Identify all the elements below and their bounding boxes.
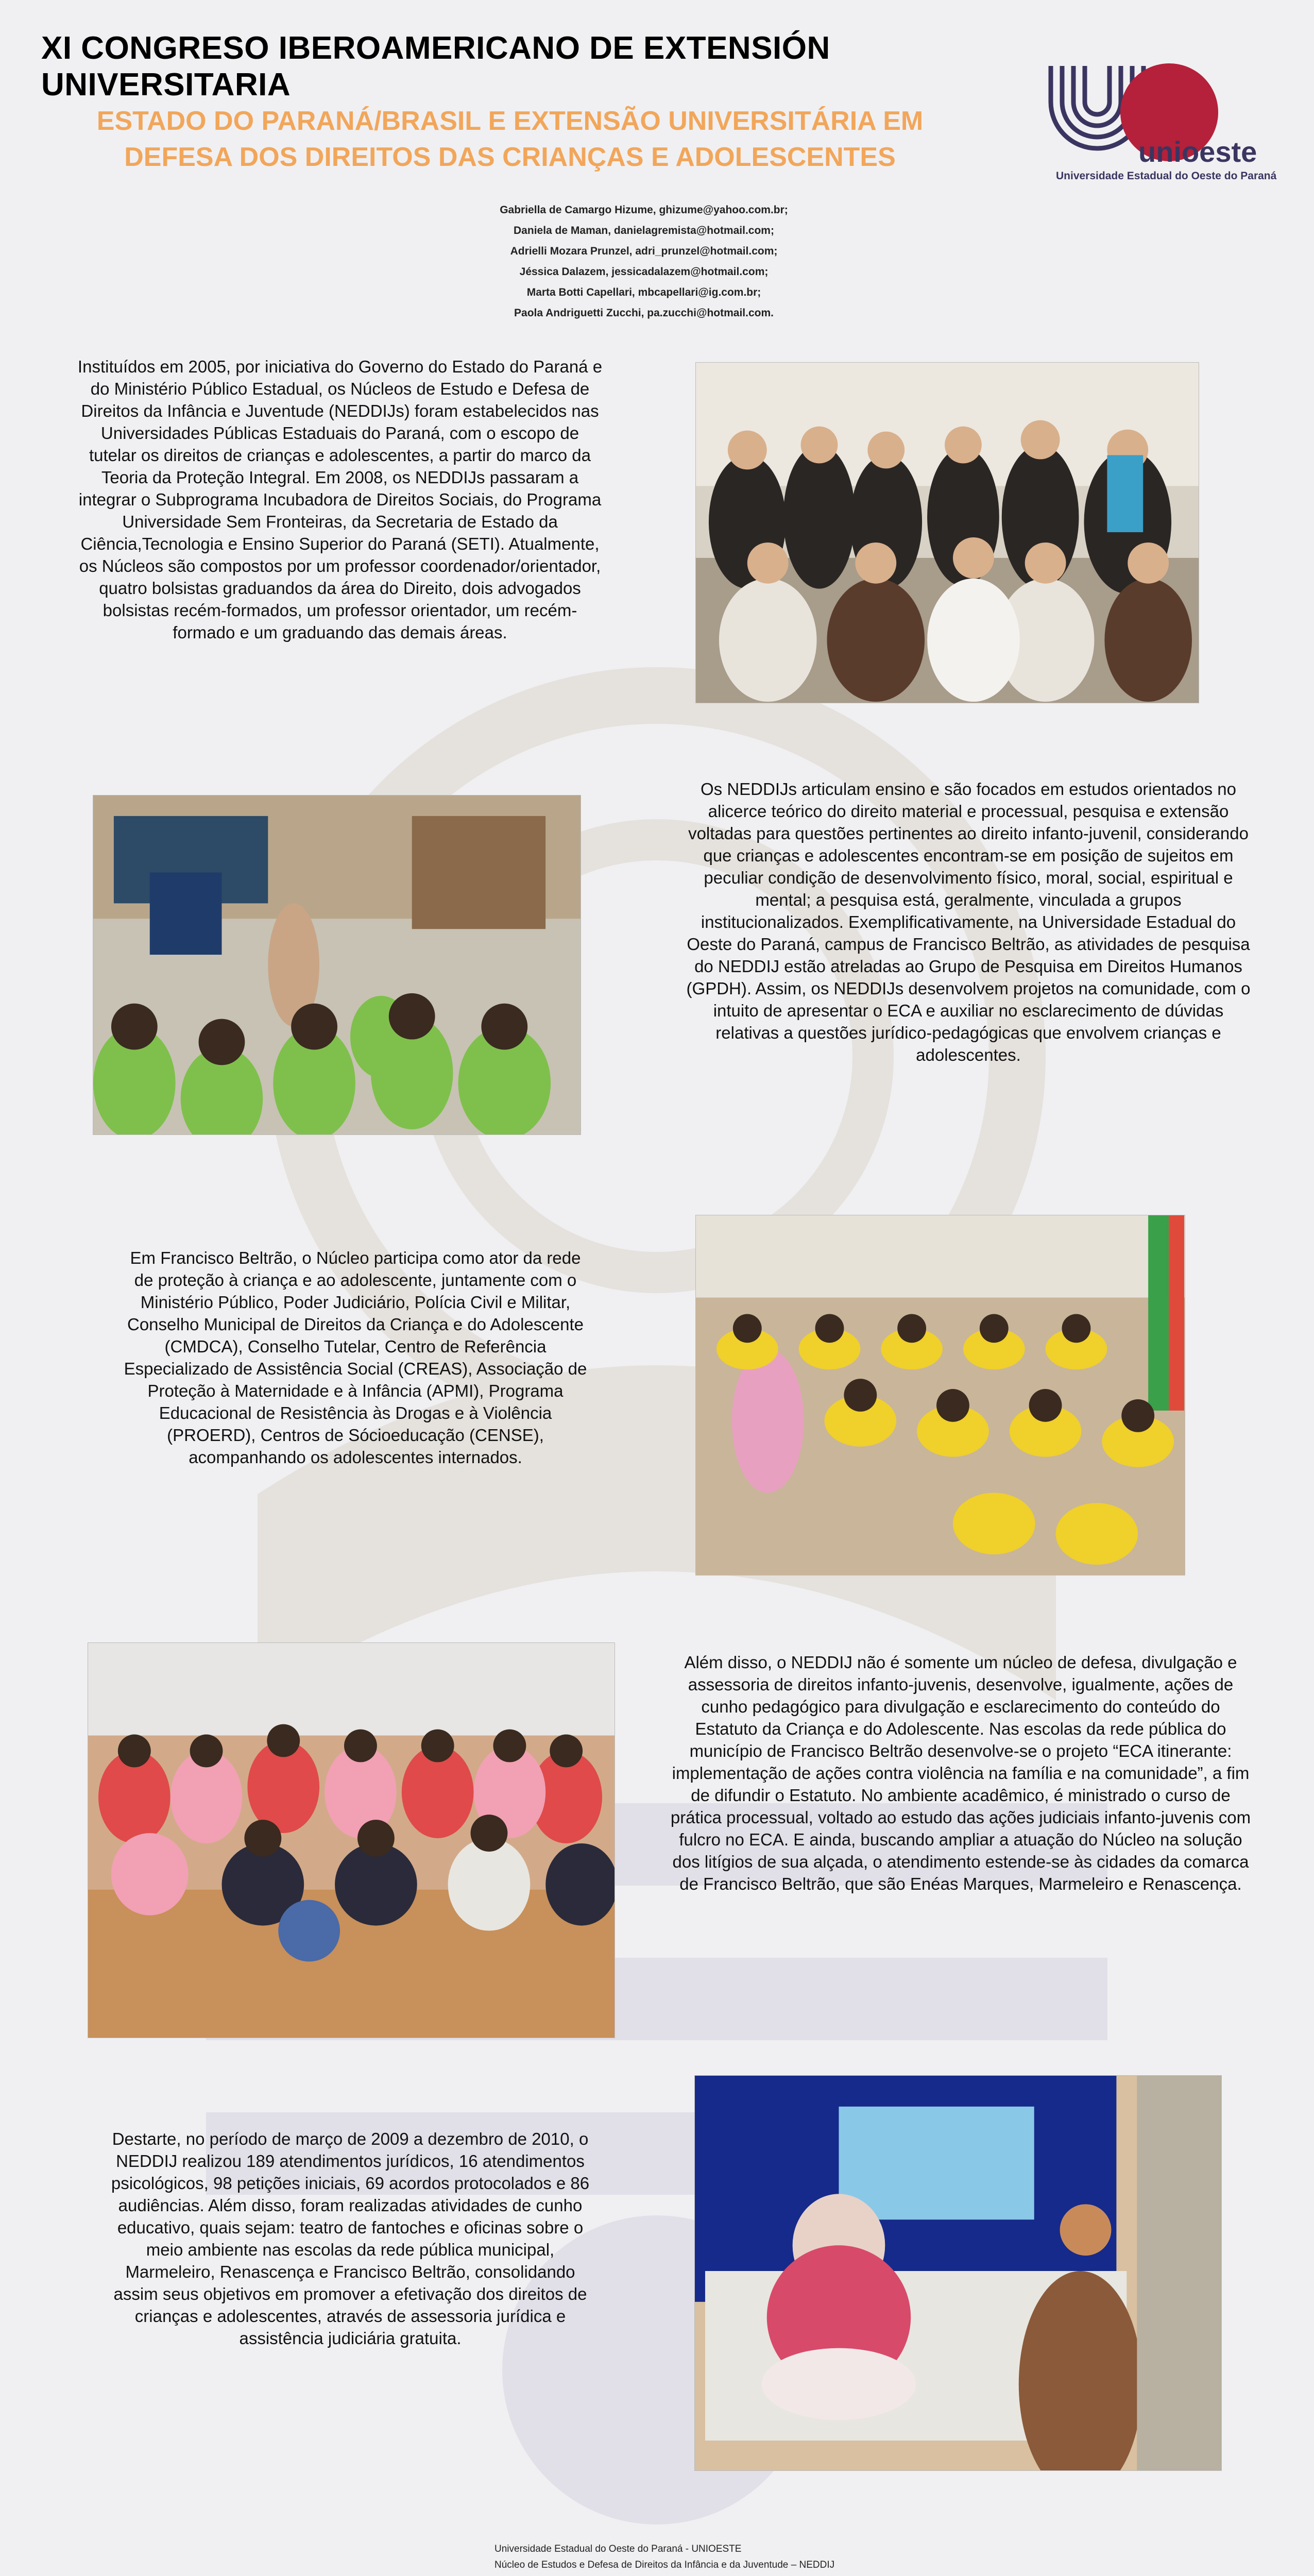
poster-title: [31, 103, 989, 175]
congress-title: XI CONGRESO IBEROAMERICANO DE EXTENSIÓN UNIVERSITARIA: [41, 30, 830, 103]
institution-notes: [494, 2541, 958, 2576]
author-line: Gabriella de Camargo Hizume, ghizume@yahoo.com.br;: [500, 204, 788, 216]
unioeste-logo-subtitle: Universidade Estadual do Oeste do Paraná: [1056, 170, 1277, 182]
paragraph-intro: Instituídos em 2005, por iniciativa do Governo do Estado do Paraná e do Ministério Público Estadual, os Núcleos de Estudo e Defesa de Direitos da Infância e Juventude (NEDDIJs) foram estabelecidos nas Universidades Públicas Estaduais do Paraná, com o escopo de tutelar os direitos de crianças e adolescentes, a partir do marco da Teoria da Proteção Integral. Em 2008, os NEDDIJs passaram a integrar o Subprograma Incubadora de Direitos Sociais, do Programa Universidade Sem Fronteiras, da Secretaria de Estado da Ciência,Tecnologia e Ensino Superior do Paraná (SETI). Atualmente, os Núcleos são compostos por um professor coordenador/orientador, quatro bolsistas graduandos da área do Direito, dois advogados bolsistas recém-formados, um professor orientador, um recém-formado e um graduando das demais áreas.: [77, 357, 603, 642]
school-assembly-photo: [695, 1215, 1185, 1575]
author-line: Jéssica Dalazem, jessicadalazem@hotmail.com;: [519, 266, 769, 278]
nucleus-name: Núcleo de Estudos e Defesa de Direitos da Infância e da Juventude – NEDDIJ: [494, 2560, 835, 2570]
paragraph-pedagogical-actions: Além disso, o NEDDIJ não é somente um núcleo de defesa, divulgação e assessoria de direitos infanto-juvenis, desenvolve, igualmente, ações de cunho pedagógico para divulgação e esclarecimento do conteúdo do Estatuto da Criança e do Adolescente. Nas escolas da rede pública do município de Francisco Beltrão desenvolve-se o projeto “ECA itinerante: implementação de ações contra violência na família e na comunidade”, a fim de difundir o Estatuto. No ambiente acadêmico, é ministrado o curso de prática processual, voltado ao estudo das ações judiciais infanto-juvenis com fulcro no ECA. E ainda, buscando ampliar a atuação do Núcleo na solução dos litígios de sua alçada, o atendimento estende-se às cidades da comarca de Francisco Beltrão, que são Enéas Marques, Marmeleiro e Renascença.: [670, 1653, 1251, 1893]
paragraph-teaching-research: Os NEDDIJs articulam ensino e são focados em estudos orientados no alicerce teórico do direito material e processual, pesquisa e extensão voltadas para questões pertinentes ao direito infanto-juvenil, considerando que crianças e adolescentes encontram-se em posição de sujeitos em peculiar condição de desenvolvimento físico, moral, social, espiritual e mental; a pesquisa está, geralmente, vinculada a grupos institucionalizados. Exemplificativamente, na Universidade Estadual do Oeste do Paraná, campus de Francisco Beltrão, as atividades de pesquisa do NEDDIJ estão atreladas ao Grupo de Pesquisa em Direitos Humanos (GPDH). Assim, os NEDDIJs desenvolvem projetos na comunidade, com o intuito de apresentar o ECA e auxiliar no esclarecimento de dúvidas relativas a questões jurídico-pedagógicas que envolvem crianças e adolescentes.: [686, 779, 1251, 1064]
author-line: Marta Botti Capellari, mbcapellari@ig.com.br;: [526, 286, 761, 298]
author-line: Adrielli Mozara Prunzel, adri_prunzel@hotmail.com;: [510, 245, 778, 257]
institution-name: Universidade Estadual do Oeste do Paraná - UNIOESTE: [494, 2544, 742, 2554]
paragraph-results: Destarte, no período de março de 2009 a dezembro de 2010, o NEDDIJ realizou 189 atendimentos jurídicos, 16 atendimentos psicológicos, 98 petições iniciais, 69 acordos protocolados e 86 audiências. Além disso, foram realizadas atividades de cunho educativo, quais sejam: teatro de fantoches e oficinas sobre o meio ambiente nas escolas da rede pública municipal, Marmeleiro, Renascença e Francisco Beltrão, consolidando assim seus objetivos em promover a efetivação dos direitos de crianças e adolescentes, através de assessoria jurídica e assistência judiciária gratuita.: [111, 2129, 590, 2348]
classroom-photo: [93, 795, 581, 1135]
poster-title-line-1: ESTADO DO PARANÁ/BRASIL E EXTENSÃO UNIVERSITÁRIA EM: [96, 106, 924, 136]
paragraph-protection-network: Em Francisco Beltrão, o Núcleo participa como ator da rede de proteção à criança e ao adolescente, juntamente com o Ministério Público, Poder Judiciário, Polícia Civil e Militar, Conselho Municipal de Direitos da Criança e do Adolescente (CMDCA), Conselho Tutelar, Centro de Referência Especializado de Assistência Social (CREAS), Associação de Proteção à Maternidade e à Infância (APMI), Programa Educacional de Resistência às Drogas e à Violência (PROERD), Centros de Sócioeducação (CENSE), acompanhando os adolescentes internados.: [124, 1248, 587, 1467]
author-list: [361, 200, 927, 324]
unioeste-logo-text: unioeste: [1138, 135, 1257, 168]
puppet-theater-photo: [694, 2075, 1222, 2471]
author-line: Daniela de Maman, danielagremista@hotmail.com;: [514, 225, 774, 236]
group-photo-team: [695, 362, 1199, 703]
poster-title-line-2: DEFESA DOS DIREITOS DAS CRIANÇAS E ADOLESCENTES: [124, 142, 896, 172]
children-group-photo: [88, 1642, 615, 2038]
author-line: Paola Andriguetti Zucchi, pa.zucchi@hotmail.com.: [514, 307, 774, 319]
